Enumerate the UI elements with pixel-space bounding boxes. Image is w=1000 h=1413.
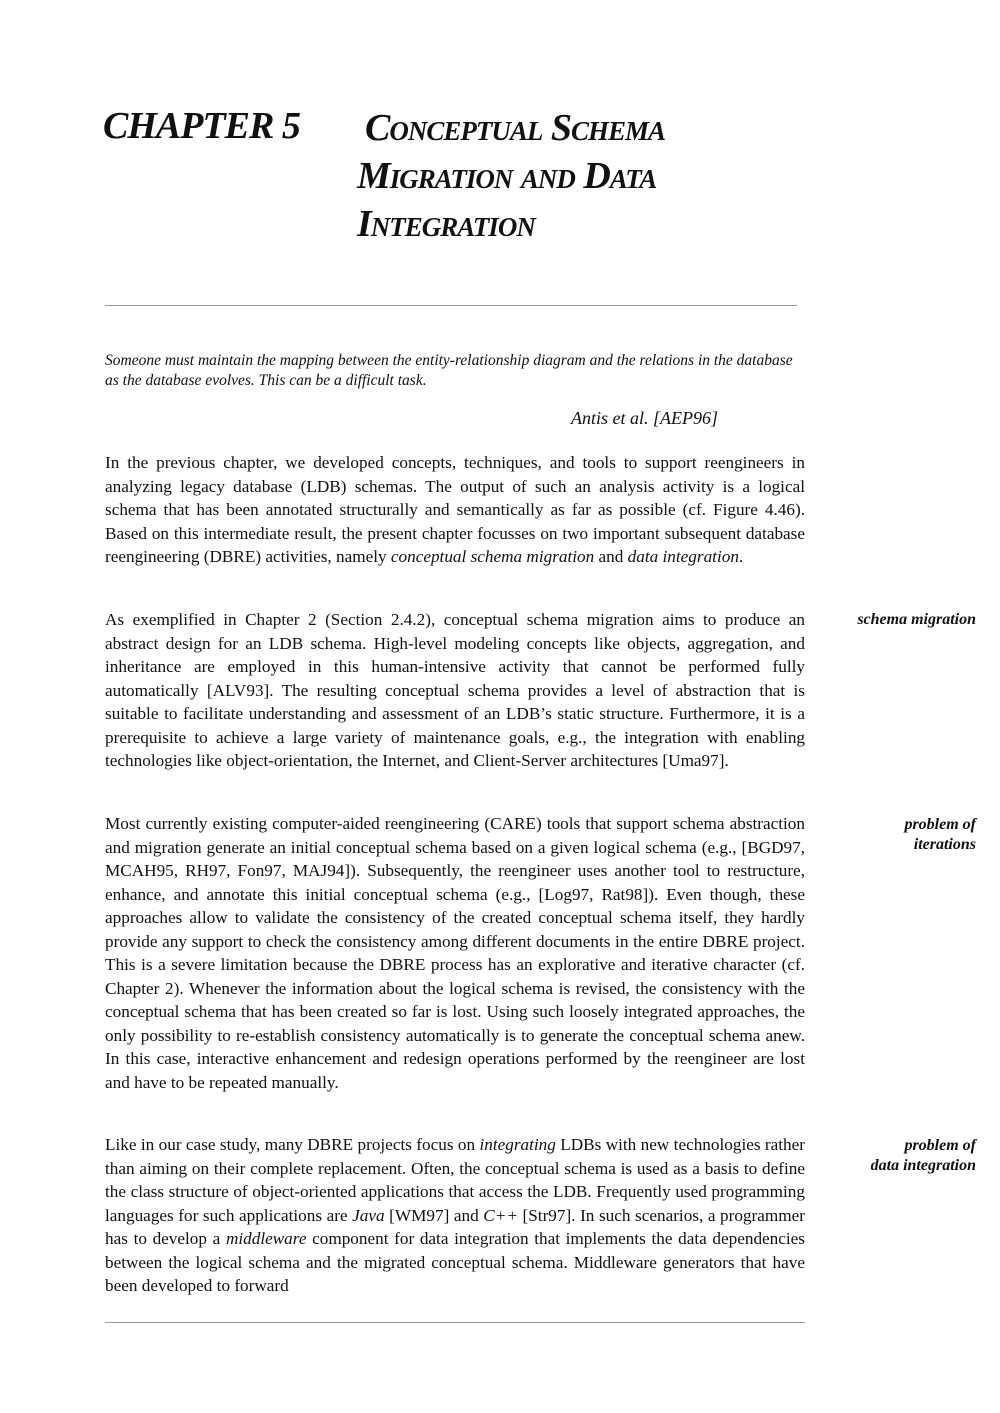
horizontal-rule xyxy=(105,305,797,306)
emphasized-text: data integration xyxy=(627,547,739,566)
margin-note xyxy=(826,1136,976,1176)
emphasized-text: middleware xyxy=(225,1229,307,1248)
margin-note-line: problem of xyxy=(904,1137,976,1154)
epigraph: Someone must maintain the mapping between the entity-relationship diagram and the relations in the database as the database evolves. This can be a difficult task. xyxy=(105,352,793,389)
margin-note-line: problem of xyxy=(904,816,976,833)
paragraph-text: [Str97]. In such scenarios, a programmer has to develop a xyxy=(105,1205,805,1248)
body-paragraph xyxy=(105,451,805,569)
paragraph-text: Most currently existing computer-aided reengineering (CARE) tools that support schema abstraction and migration generate an initial conceptual schema based on a given logical schema (e.g., [BGD97, MCAH95, RH97, Fon97, MAJ94]). Subsequently, the reengineer uses another tool to restructure, enhance, and annotate this initial conceptual schema (e.g., [Log97, Rat98]). Even though, these approaches allow to validate the consistency of the created conceptual schema itself, they hardly provide any support to check the consistency among different documents in the entire DBRE project. This is a severe limitation because the DBRE process has an explorative and iterative character (cf. Chapter 2). Whenever the information about the logical schema is revised, the consistency with the conceptual schema that has been created so far is lost. Using such loosely integrated approaches, the only possibility to re-establish consistency automatically is to generate the conceptual schema anew. In this case, interactive enhancement and redesign operations performed by the reengineer are lost and have to be repeated manually. xyxy=(105,814,805,1092)
margin-note-line: schema migration xyxy=(857,611,976,628)
chapter-title-line: Migration and Data xyxy=(357,155,657,197)
paragraph-text: As exemplified in Chapter 2 (Section 2.4.2), conceptual schema migration aims to produce an abstract design for an LDB schema. High-level modeling concepts like objects, aggregation, and inheritance are employed in this human-intensive activity that cannot be performed fully automatically [ALV93]. The resulting conceptual schema provides a level of abstraction that is suitable to facilitate understanding and assessment of an LDB’s static structure. Furthermore, it is a prerequisite to achieve a large variety of maintenance goals, e.g., the integration with enabling technologies like object-orientation, the Internet, and Client-Server architectures [Uma97]. xyxy=(105,610,805,770)
paragraph-text: LDBs with new technologies rather than aiming on their complete replacement. Often, the conceptual schema is used as a basis to define the class structure of object-oriented applications that access the LDB. Frequently used programming languages for such applications are xyxy=(105,1135,805,1225)
margin-note-line: iterations xyxy=(913,836,976,853)
paragraph-text: Like in our case study, many DBRE projects focus on xyxy=(105,1135,480,1154)
paragraph-text: In the previous chapter, we developed concepts, techniques, and tools to support reengineers in analyzing legacy database (LDB) schemas. The output of such an analysis activity is a logical schema that has been annotated structurally and semantically as far as possible (cf. Figure 4.46). Based on this intermediate result, the present chapter focusses on two important subsequent database reengineering (DBRE) activities, namely xyxy=(105,453,805,566)
margin-note xyxy=(826,610,976,630)
paragraph-text: . xyxy=(738,547,744,566)
body-paragraph xyxy=(105,608,805,773)
body-paragraph xyxy=(105,1133,805,1298)
emphasized-text: Java xyxy=(352,1205,385,1225)
margin-note xyxy=(826,815,976,855)
emphasized-text: C++ xyxy=(483,1205,518,1225)
body-paragraph xyxy=(105,812,805,1094)
epigraph-attribution: Antis et al. [AEP96] xyxy=(571,408,718,428)
chapter-label: CHAPTER 5 xyxy=(103,105,300,147)
emphasized-text: conceptual schema migration xyxy=(390,547,595,566)
paragraph-text: [WM97] and xyxy=(384,1205,484,1225)
paragraph-text: and xyxy=(594,547,628,566)
horizontal-rule xyxy=(105,1322,805,1323)
paragraph-text: component for data integration that implements the data dependencies between the logical schema and the migrated conceptual schema. Middleware generators that have been developed to forward xyxy=(105,1229,805,1295)
chapter-title xyxy=(357,104,777,248)
chapter-title-line: Integration xyxy=(357,203,535,245)
margin-note-line: data integration xyxy=(870,1157,976,1174)
chapter-title-line: Conceptual Schema xyxy=(365,107,666,149)
emphasized-text: integrating xyxy=(479,1135,556,1154)
